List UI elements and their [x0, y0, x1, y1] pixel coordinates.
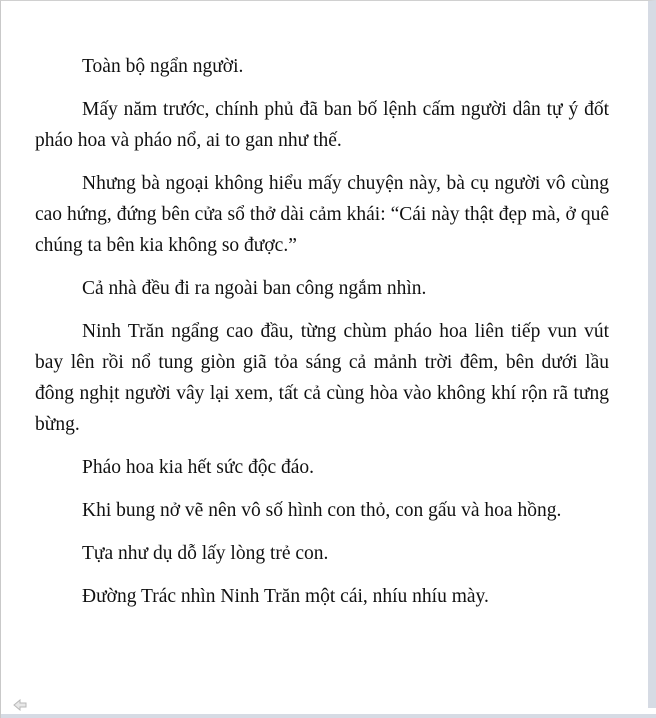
paragraph-2: Mấy năm trước, chính phủ đã ban bố lệnh cấm người dân tự ý đốt pháo hoa và pháo nổ, ai to gan như thế.: [35, 99, 609, 151]
paragraph-8: Tựa như dụ dỗ lấy lòng trẻ con.: [82, 543, 329, 564]
document-page: [35, 1, 609, 701]
paragraph-3: Nhưng bà ngoại không hiểu mấy chuyện này, bà cụ người vô cùng cao hứng, đứng bên cửa sổ thở dài cảm khái: “Cái này thật đẹp mà, ở quê chúng ta bên kia không so được.”: [35, 173, 609, 256]
paragraph-9: Đường Trác nhìn Ninh Trăn một cái, nhíu nhíu mày.: [82, 586, 489, 607]
paragraph-4: Cả nhà đều đi ra ngoài ban công ngắm nhìn.: [82, 278, 427, 299]
paragraph-7: Khi bung nở vẽ nên vô số hình con thỏ, con gấu và hoa hồng.: [82, 500, 562, 521]
horizontal-scrollbar[interactable]: [1, 708, 656, 718]
paragraph-1: Toàn bộ ngẩn người.: [82, 56, 244, 77]
paragraph-5: Ninh Trăn ngẩng cao đầu, từng chùm pháo hoa liên tiếp vun vút bay lên rồi nổ tung giòn giã tỏa sáng cả mảnh trời đêm, bên dưới lầu đông nghịt người vây lại xem, tất cả cùng hòa vào không khí rộn rã tưng bừng.: [35, 321, 609, 435]
paragraph-6: Pháo hoa kia hết sức độc đáo.: [82, 457, 315, 478]
scroll-left-arrow-icon[interactable]: [13, 698, 27, 710]
